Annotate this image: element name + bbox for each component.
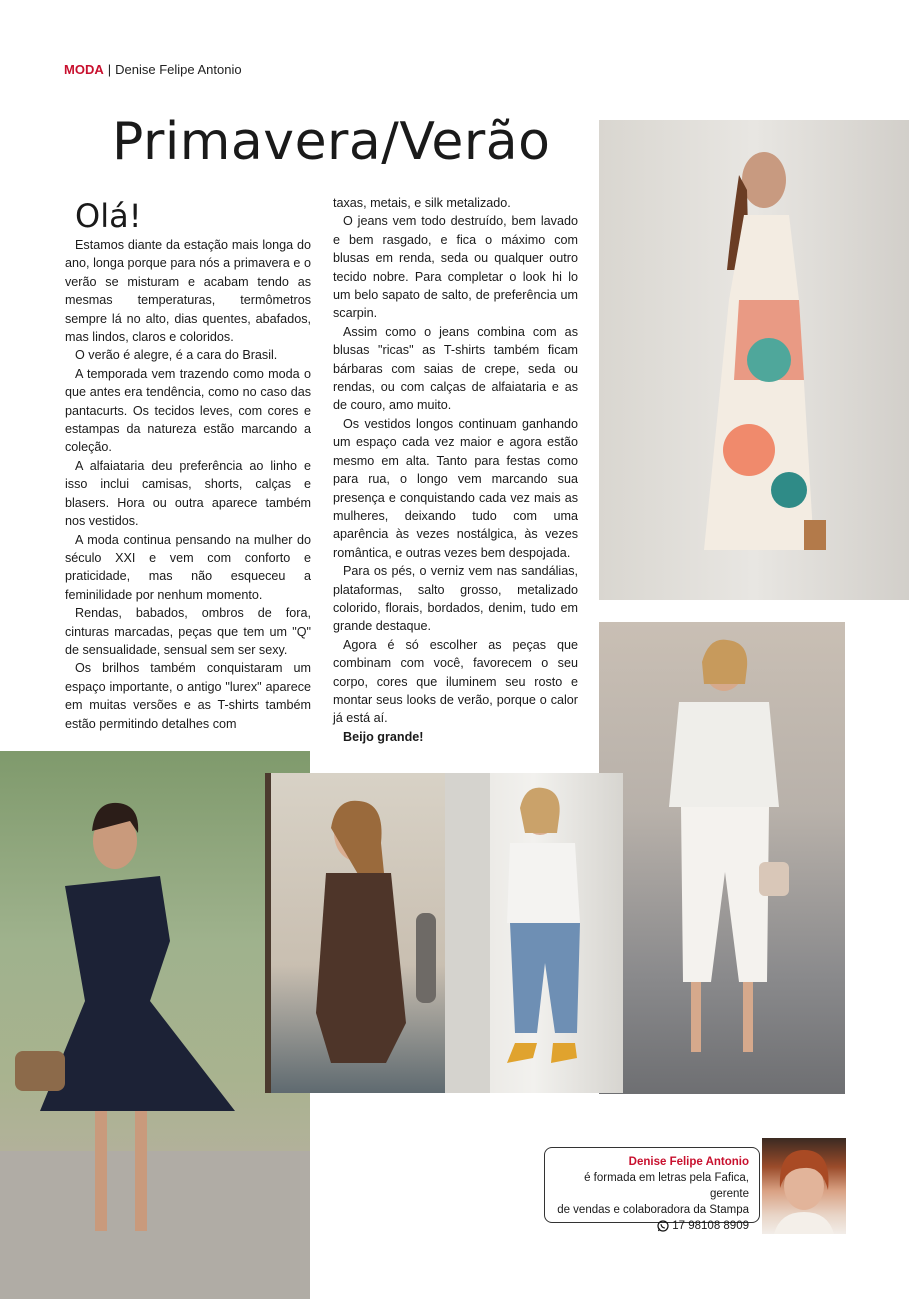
- paragraph: O verão é alegre, é a cara do Brasil.: [75, 348, 278, 363]
- author-box: [544, 1147, 760, 1232]
- whatsapp-icon: [657, 1220, 669, 1232]
- author-text: [545, 1154, 749, 1237]
- paragraph: Os brilhos também conquistaram um espaço importante, o antigo "lurex" aparece em muitas versões e as T-shirts também estão permitindo detalhes com: [65, 661, 311, 731]
- section-label: MODA: [64, 62, 104, 77]
- paragraph: Os vestidos longos continuam ganhando um espaço cada vez maior e agora estão mesmo em alta. Tanto para festas como para rua, o longo vem marcando sua presença e conquistando cada vez mais as mulheres, deixando tudo com uma aparência às vezes nostálgica, às vezes romântica, e outras vezes bem despojada.: [333, 416, 578, 560]
- paragraph: A moda continua pensando na mulher do século XXI e vem com conforto e praticidade, mas não esqueceu a feminilidade por nenhum momento.: [65, 532, 311, 602]
- paragraph: O jeans vem todo destruído, bem lavado e bem rasgado, e fica o máximo com blusas em renda, seda ou qualquer outro tecido nobre. Para completar o look hi lo um belo sapato de salto, de preferência um scarpin.: [333, 214, 578, 321]
- maxi-dress-figure: [599, 120, 909, 600]
- page-header: [64, 62, 242, 77]
- photo-ripped-jeans: [445, 773, 623, 1093]
- article-column-2: [333, 194, 578, 746]
- paragraph: Agora é só escolher as peças que combinam com você, favorecem o seu corpo, cores que iluminem seu rosto e montar seus looks de verão, porque o calor já está aí.: [333, 637, 578, 726]
- paragraph: A temporada vem trazendo como moda o que antes era tendência, como no caso das pantacurts. Os tecidos leves, com cores e estampas da natureza estão marcando a coleção.: [65, 366, 311, 455]
- author-portrait: [762, 1138, 846, 1234]
- paragraph: A alfaiataria deu preferência ao linho e isso inclui camisas, shorts, calças e blasers. Hora ou outra aparece também nos vestidos.: [65, 458, 311, 529]
- photo-maxi-dress: [599, 120, 909, 600]
- author-bio-line-2: de vendas e colaboradora da Stampa: [557, 1204, 749, 1216]
- author-name: Denise Felipe Antonio: [628, 1156, 749, 1168]
- black-dress-figure: [0, 751, 310, 1299]
- paragraph: Para os pés, o verniz vem nas sandálias, plataformas, salto grosso, metalizado colorido, florais, bordados, denim, tudo em grande destaque.: [333, 564, 578, 634]
- photo-sequin-dress: [265, 773, 451, 1093]
- greeting: Olá!: [75, 197, 142, 235]
- signoff: Beijo grande!: [343, 729, 424, 744]
- ripped-jeans-figure: [445, 773, 623, 1093]
- sequin-dress-figure: [271, 773, 445, 1093]
- photo-black-dress: [0, 751, 310, 1299]
- paragraph-continuation: taxas, metais, e silk metalizado.: [333, 196, 511, 210]
- author-phone-number: 17 98108 8909: [672, 1220, 749, 1232]
- header-author: Denise Felipe Antonio: [115, 62, 242, 77]
- header-separator: |: [107, 62, 112, 77]
- author-bio-line-1: é formada em letras pela Fafica, gerente: [584, 1172, 749, 1200]
- paragraph: Assim como o jeans combina com as blusas "ricas" as T-shirts também ficam bárbaras com saias de crepe, seda ou rendas, ou com calças de alfaiataria e as de couro, amo muito.: [333, 324, 578, 413]
- article-column-1: [65, 196, 311, 733]
- article-title: Primavera/Verão: [112, 112, 551, 172]
- author-phone: [657, 1218, 749, 1234]
- cropped-pants-figure: [599, 622, 845, 1094]
- author-avatar: [762, 1138, 846, 1234]
- photo-cropped-pants: [599, 622, 845, 1094]
- paragraph: Rendas, babados, ombros de fora, cinturas marcadas, peças que tem um "Q" de sensualidade, sensual sem ser sexy.: [65, 606, 311, 657]
- paragraph: Estamos diante da estação mais longa do ano, longa porque para nós a primavera e o verão se misturam e acabam tendo as mesmas temperaturas, termômetros sempre lá no alto, dias quentes, abafados, mas lindos, claros e coloridos.: [65, 238, 311, 345]
